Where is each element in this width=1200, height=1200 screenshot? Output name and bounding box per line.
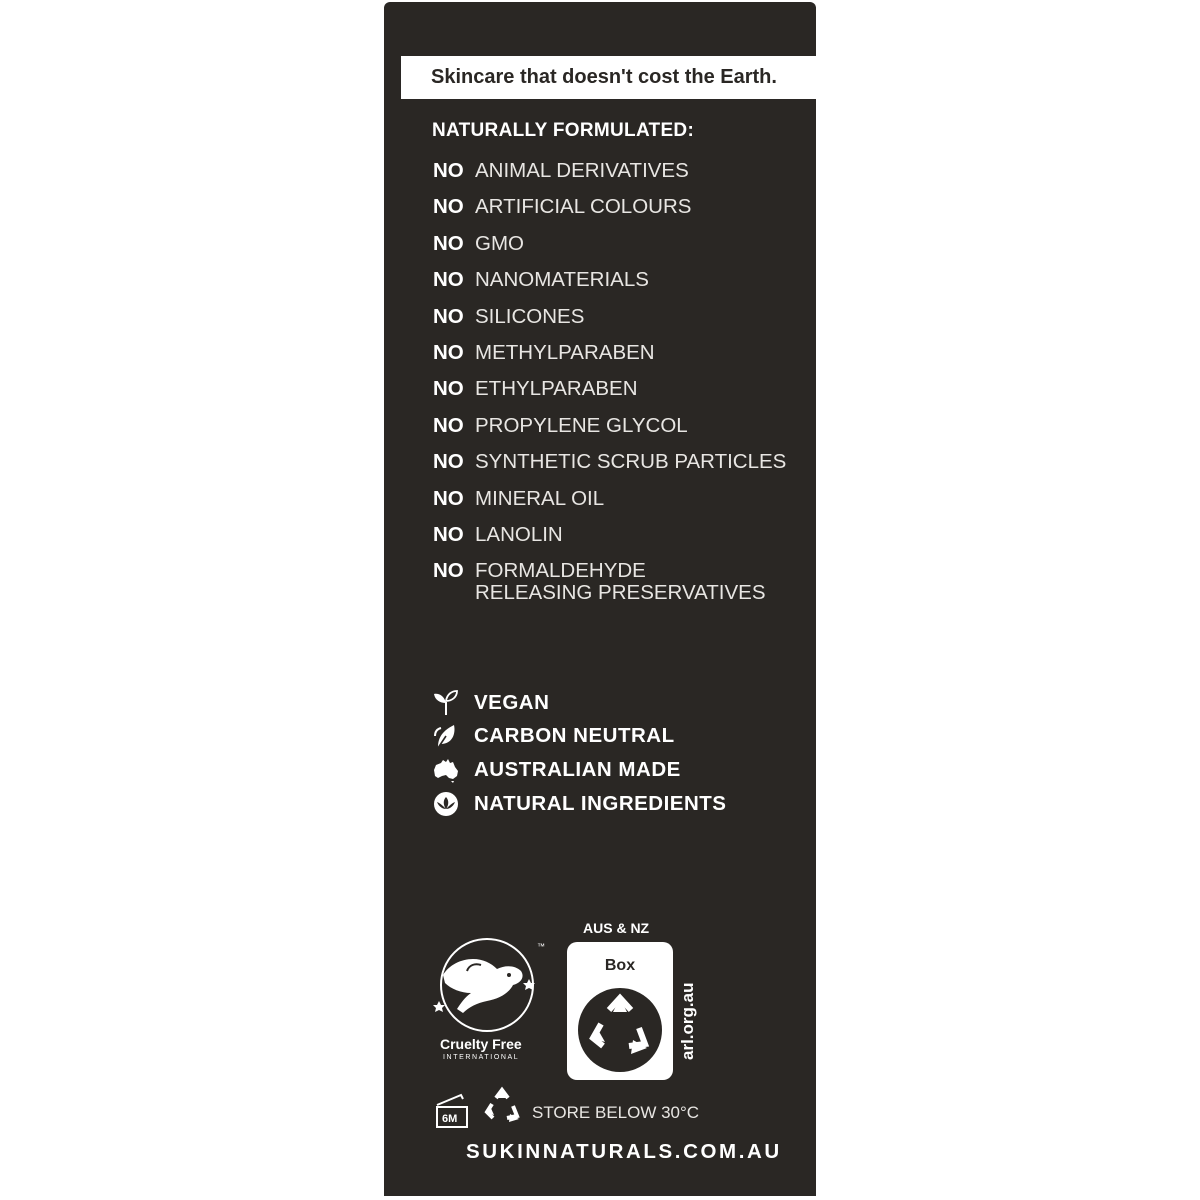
claim-australian-made bbox=[432, 753, 726, 787]
arl-box-label: Box bbox=[604, 957, 636, 974]
sprout-icon bbox=[432, 689, 460, 717]
no-prefix: NO bbox=[433, 377, 464, 401]
no-prefix: NO bbox=[433, 522, 464, 546]
claim-carbon-neutral bbox=[432, 720, 726, 754]
list-item bbox=[433, 557, 786, 607]
brand-website: SUKINNATURALS.COM.AU bbox=[466, 1140, 782, 1163]
no-prefix: NO bbox=[433, 559, 464, 583]
no-prefix: NO bbox=[433, 486, 464, 510]
cruelty-free-label: Cruelty Free bbox=[440, 1036, 522, 1052]
list-item-text: SYNTHETIC SCRUB PARTICLES bbox=[475, 450, 787, 474]
recycle-small-icon bbox=[481, 1086, 523, 1126]
no-prefix: NO bbox=[433, 195, 464, 219]
leaf-icon bbox=[432, 722, 460, 750]
claim-label: VEGAN bbox=[474, 690, 550, 714]
list-item-text: SILICONES bbox=[475, 304, 585, 328]
list-item-text: METHYLPARABEN bbox=[475, 340, 655, 364]
list-item bbox=[433, 157, 786, 193]
formulation-heading: NATURALLY FORMULATED: bbox=[432, 120, 695, 141]
list-item-text: FORMALDEHYDE bbox=[475, 559, 646, 583]
formulation-list bbox=[433, 157, 786, 607]
arl-recycling-label bbox=[567, 942, 673, 1080]
claim-label: AUSTRALIAN MADE bbox=[474, 757, 681, 781]
claims-list bbox=[432, 686, 726, 820]
list-item-text: ARTIFICIAL COLOURS bbox=[475, 195, 692, 219]
no-prefix: NO bbox=[433, 159, 464, 182]
list-item-text: PROPYLENE GLYCOL bbox=[475, 413, 688, 437]
trademark-symbol: ™ bbox=[537, 942, 545, 951]
list-item bbox=[433, 193, 786, 229]
list-item-text: ETHYLPARABEN bbox=[475, 377, 638, 401]
list-item bbox=[433, 339, 786, 375]
claim-label: CARBON NEUTRAL bbox=[474, 724, 675, 748]
list-item bbox=[433, 375, 786, 411]
list-item bbox=[433, 230, 786, 266]
claim-vegan bbox=[432, 686, 726, 720]
list-item bbox=[433, 448, 786, 484]
list-item-text: MINERAL OIL bbox=[475, 486, 605, 510]
period-after-opening-icon bbox=[433, 1093, 471, 1129]
cruelty-free-sub-label: INTERNATIONAL bbox=[443, 1054, 520, 1061]
pao-label: 6M bbox=[442, 1113, 458, 1125]
lotus-icon bbox=[432, 790, 460, 818]
tagline-banner: Skincare that doesn't cost the Earth. bbox=[401, 56, 816, 99]
list-item-text: NANOMATERIALS bbox=[475, 268, 649, 292]
no-prefix: NO bbox=[433, 340, 464, 364]
list-item bbox=[433, 303, 786, 339]
list-item-continuation: RELEASING PRESERVATIVES bbox=[475, 581, 766, 605]
list-item bbox=[433, 412, 786, 448]
arl-region-label: AUS & NZ bbox=[583, 920, 650, 936]
no-prefix: NO bbox=[433, 304, 464, 328]
arl-website: arl.org.au bbox=[678, 982, 697, 1060]
no-prefix: NO bbox=[433, 450, 464, 474]
list-item bbox=[433, 266, 786, 302]
list-item-text: LANOLIN bbox=[475, 522, 563, 546]
claim-natural-ingredients bbox=[432, 787, 726, 821]
list-item bbox=[433, 521, 786, 557]
list-item-text: ANIMAL DERIVATIVES bbox=[475, 159, 689, 182]
list-item-text: GMO bbox=[475, 231, 524, 255]
australia-map-icon bbox=[432, 756, 460, 784]
no-prefix: NO bbox=[433, 268, 464, 292]
recycle-icon bbox=[567, 980, 673, 1080]
list-item bbox=[433, 485, 786, 521]
claim-label: NATURAL INGREDIENTS bbox=[474, 791, 727, 815]
no-prefix: NO bbox=[433, 413, 464, 437]
no-prefix: NO bbox=[433, 231, 464, 255]
storage-instruction: STORE BELOW 30°C bbox=[532, 1103, 700, 1122]
